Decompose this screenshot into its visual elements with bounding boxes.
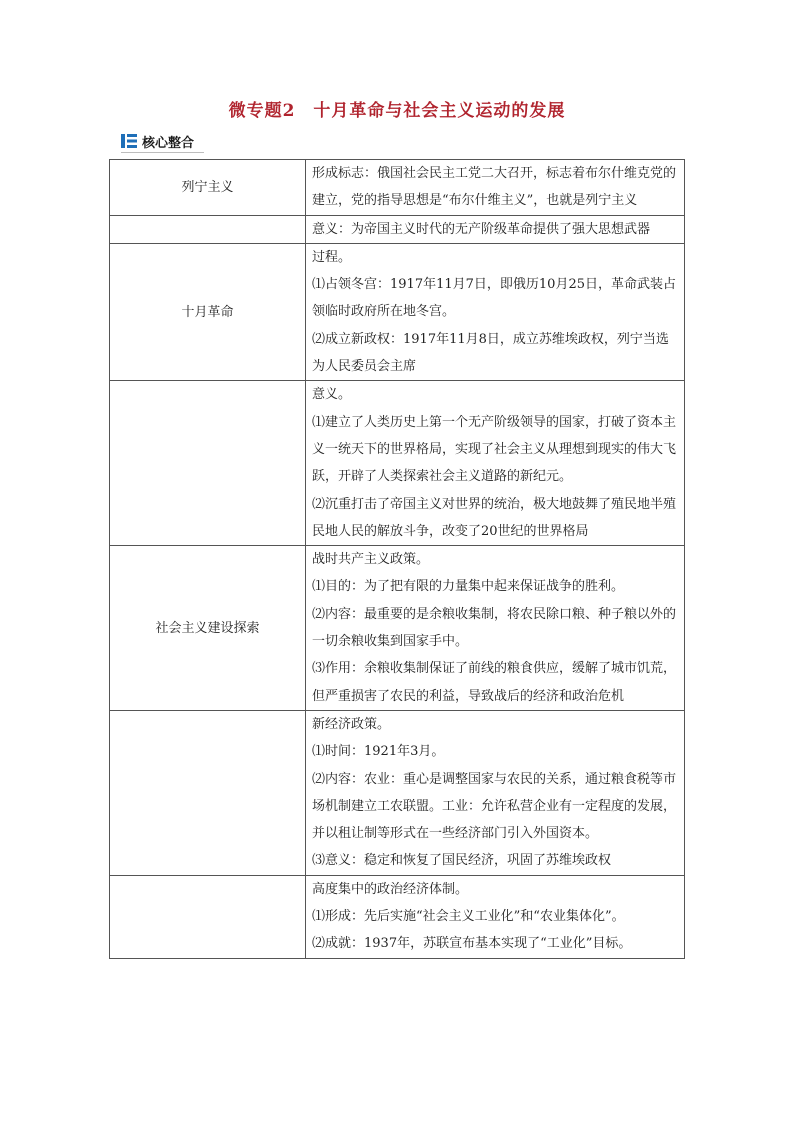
row-label: 社会主义建设探索 <box>110 546 306 711</box>
content-line: ⑴时间：1921年3月。 <box>312 744 445 760</box>
row-content <box>306 546 685 711</box>
content-line: ⑵内容：最重要的是余粮收集制，将农民除口粮、种子粮以外的一切余粮收集到国家手中。 <box>312 606 677 650</box>
row-content <box>306 160 685 216</box>
section-header <box>121 131 194 151</box>
table-row <box>110 243 685 380</box>
content-line: ⑴形成：先后实施“社会主义工业化”和“农业集体化”。 <box>312 909 625 925</box>
row-content <box>306 381 685 546</box>
content-line: ⑴建立了人类历史上第一个无产阶级领导的国家，打破了资本主义一统天下的世界格局，实现了社会主义从理想到现实的伟大飞跃，开辟了人类探索社会主义道路的新纪元。 <box>312 414 677 485</box>
content-line: ⑵沉重打击了帝国主义对世界的统治，极大地鼓舞了殖民地半殖民地人民的解放斗争，改变了20世纪的世界格局 <box>312 496 677 539</box>
content-line: ⑴占领冬宫：1917年11月7日，即俄历10月25日，革命武装占领临时政府所在地冬宫。 <box>312 277 676 320</box>
content-line: ⑴目的：为了把有限的力量集中起来保证战争的胜利。 <box>312 579 625 595</box>
table-row <box>110 710 685 875</box>
row-content <box>306 243 685 380</box>
content-line: 战时共产主义政策。 <box>312 552 430 568</box>
content-line: 形成标志：俄国社会民主工党二大召开，标志着布尔什维克党的建立，党的指导思想是“布尔什维主义”，也就是列宁主义 <box>312 166 677 209</box>
row-label <box>110 381 306 546</box>
row-content <box>306 875 685 958</box>
content-line: ⑵成立新政权：1917年11月8日，成立苏维埃政权，列宁当选为人民委员会主席 <box>312 331 669 375</box>
summary-table <box>109 159 685 959</box>
content-line: 高度集中的政治经济体制。 <box>312 881 469 897</box>
content-line: 过程。 <box>312 249 352 265</box>
table-row <box>110 875 685 958</box>
content-line: ⑶意义：稳定和恢复了国民经济，巩固了苏维埃政权 <box>312 853 612 869</box>
row-label: 十月革命 <box>110 243 306 380</box>
content-line: ⑶作用：余粮收集制保证了前线的粮食供应，缓解了城市饥荒，但严重损害了农民的利益，导致战后的经济和政治危机 <box>312 661 677 704</box>
page-title: 微专题2 十月革命与社会主义运动的发展 <box>228 101 566 121</box>
row-label <box>110 875 306 958</box>
table-row <box>110 160 685 216</box>
content-line: ⑵成就：1937年，苏联宣布基本实现了“工业化”目标。 <box>312 936 632 952</box>
row-label: 列宁主义 <box>110 160 306 216</box>
table-row <box>110 215 685 243</box>
section-label: 核心整合 <box>142 135 195 151</box>
table-row <box>110 546 685 711</box>
list-icon <box>121 133 137 149</box>
section-underline <box>121 152 204 153</box>
row-content <box>306 215 685 243</box>
content-line: ⑵内容：农业：重心是调整国家与农民的关系，通过粮食税等市场机制建立工农联盟。工业：允许私营企业有一定程度的发展，并以租让制等形式在一些经济部门引入外国资本。 <box>312 771 677 842</box>
content-line: 意义：为帝国主义时代的无产阶级革命提供了强大思想武器 <box>312 221 651 237</box>
table-row <box>110 381 685 546</box>
content-line: 意义。 <box>312 387 352 403</box>
row-content <box>306 710 685 875</box>
row-label <box>110 215 306 243</box>
content-line: 新经济政策。 <box>312 716 391 732</box>
row-label <box>110 710 306 875</box>
